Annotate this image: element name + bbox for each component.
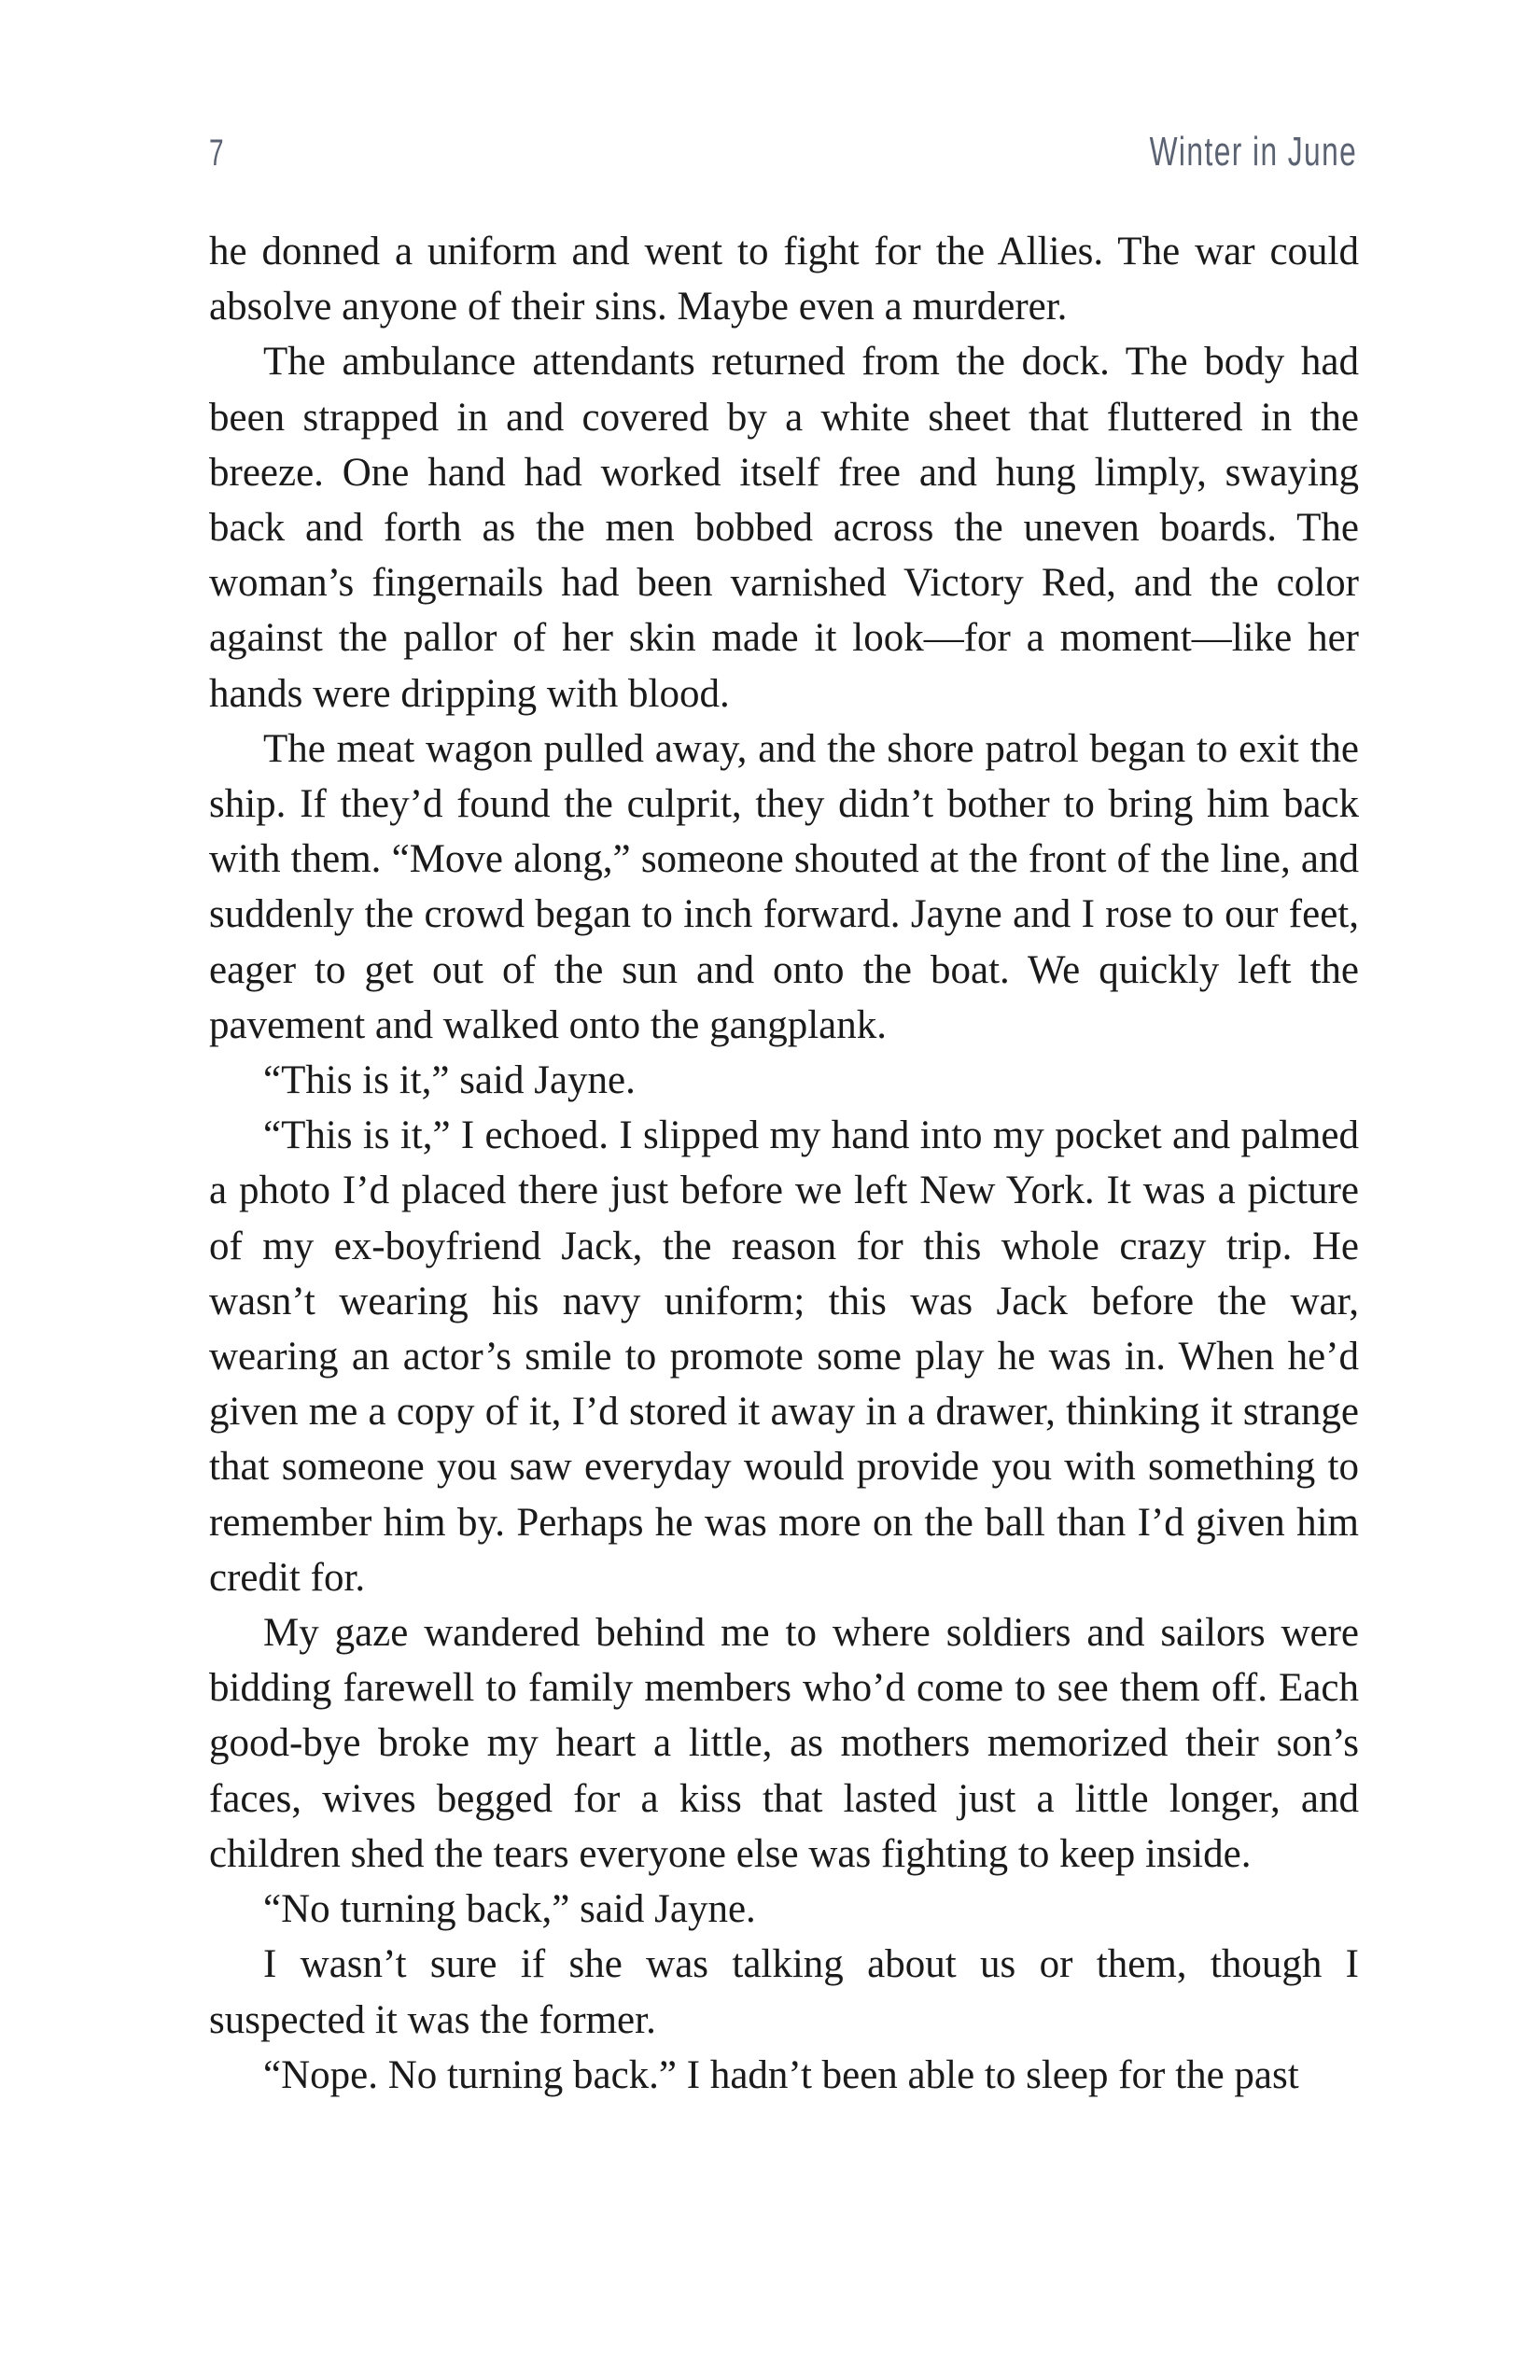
paragraph: The meat wagon pulled away, and the shore patrol began to exit the ship. If they’d found the culprit, they didn’t bother to bring him back with them. “Move along,” someone shouted at the front of the line, and suddenly the crowd began to inch forward. Jayne and I rose to our feet, eager to get out of the sun and onto the boat. We quickly left the pavement and walked onto the gangplank. — [209, 726, 1359, 1047]
paragraph: My gaze wandered behind me to where soldiers and sailors were bidding farewell to family members who’d come to see them off. Each good-bye broke my heart a little, as mothers memorized their son’s faces, wives begged for a kiss that lasted just a little longer, and children shed the tears everyone else was fighting to keep inside. — [209, 1611, 1359, 1876]
book-title: Winter in June — [1149, 129, 1357, 175]
paragraph: “This is it,” said Jayne. — [263, 1058, 636, 1103]
paragraph: I wasn’t sure if she was talking about us or them, though I suspected it was the former. — [209, 1942, 1359, 2042]
paragraph: “No turning back,” said Jayne. — [263, 1887, 756, 1932]
running-head — [209, 129, 1357, 185]
paragraph: he donned a uniform and went to fight for the Allies. The war could absolve anyone of their sins. Maybe even a murderer. — [209, 230, 1359, 329]
paragraph: “Nope. No turning back.” I hadn’t been able to sleep for the past — [263, 2052, 1299, 2097]
body-text — [209, 224, 1359, 2103]
paragraph: The ambulance attendants returned from the dock. The body had been strapped in and covered by a white sheet that fluttered in the breeze. One hand had worked itself free and hung limply, swaying back and forth as the men bobbed across the uneven boards. The woman’s fingernails had been varnished Victory Red, and the color against the pallor of her skin made it look—for a moment—like her hands were dripping with blood. — [209, 340, 1359, 716]
paragraph: “This is it,” I echoed. I slipped my hand into my pocket and palmed a photo I’d placed there just before we left New York. It was a picture of my ex-boyfriend Jack, the reason for this whole crazy trip. He wasn’t wearing his navy uniform; this was Jack before the war, wearing an actor’s smile to promote some play he was in. When he’d given me a copy of it, I’d stored it away in a drawer, thinking it strange that someone you saw everyday would provide you with something to remember him by. Perhaps he was more on the ball than I’d given him credit for. — [209, 1113, 1359, 1600]
page-number: 7 — [209, 133, 225, 174]
